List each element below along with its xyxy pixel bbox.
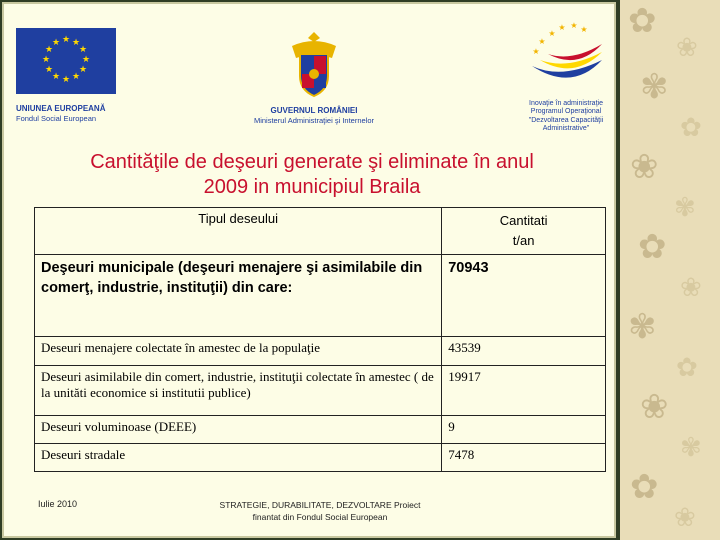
flower-icon: ❀ bbox=[680, 272, 702, 302]
row-label: Deseuri asimilabile din comert, industrie, instituţii colectate în amestec ( de la unităti economice si institutii publice) bbox=[35, 366, 442, 416]
table-row bbox=[35, 444, 606, 472]
svg-text:★: ★ bbox=[51, 38, 61, 48]
flower-icon: ✾ bbox=[680, 432, 702, 462]
flower-icon: ❀ bbox=[630, 148, 659, 186]
row-label: Deseuri stradale bbox=[35, 444, 442, 472]
flower-icon: ✿ bbox=[628, 2, 657, 40]
slide bbox=[2, 2, 616, 538]
flower-icon: ✾ bbox=[628, 308, 657, 346]
flower-icon: ❀ bbox=[676, 32, 698, 62]
swoosh-stars-icon bbox=[522, 22, 610, 94]
eu-stars-icon bbox=[16, 28, 116, 94]
footer-project-line1: STRATEGIE, DURABILITATE, DEZVOLTARE Proiect bbox=[219, 500, 421, 510]
table-row bbox=[35, 255, 606, 337]
row-value: 19917 bbox=[442, 366, 606, 416]
flower-icon: ❀ bbox=[674, 502, 696, 532]
svg-text:★: ★ bbox=[51, 72, 61, 82]
header-quantity-line1: Cantitati bbox=[499, 213, 548, 228]
ipo-caption-line: Inovaţie în administraţie bbox=[529, 100, 603, 107]
svg-text:★: ★ bbox=[580, 25, 588, 34]
row-value: 9 bbox=[442, 416, 606, 444]
row-label: Deşeuri municipale (deşeuri menajere şi asimilabile din comerţ, industrie, instituţii) din care: bbox=[35, 255, 442, 337]
romanian-coat-of-arms-logo bbox=[286, 28, 342, 100]
footer-project-line2: finantat din Fondul Social European bbox=[252, 512, 388, 522]
svg-text:★: ★ bbox=[71, 38, 81, 48]
svg-text:★: ★ bbox=[61, 75, 71, 85]
eu-flag-logo bbox=[16, 28, 116, 94]
row-value: 70943 bbox=[442, 255, 606, 337]
svg-text:★: ★ bbox=[44, 45, 54, 55]
table-row bbox=[35, 337, 606, 366]
header-quantity-line2: t/an bbox=[512, 233, 535, 248]
svg-text:★: ★ bbox=[71, 72, 81, 82]
svg-text:★: ★ bbox=[78, 45, 88, 55]
flower-icon: ✾ bbox=[674, 192, 696, 222]
eu-logo-subtitle: Fondul Social European bbox=[16, 114, 97, 123]
coat-of-arms-icon bbox=[286, 28, 342, 100]
flower-icon: ❀ bbox=[640, 388, 669, 426]
row-label: Deseuri menajere colectate în amestec de la populaţie bbox=[35, 337, 442, 366]
ipo-caption-line: Programul Operaţional bbox=[530, 108, 602, 116]
footer-project bbox=[190, 499, 450, 523]
table-row bbox=[35, 366, 606, 416]
program-operational-caption bbox=[518, 100, 614, 134]
svg-text:★: ★ bbox=[558, 23, 566, 32]
waste-table bbox=[34, 207, 606, 472]
header-waste-type-label: Tipul deseului bbox=[198, 211, 278, 226]
ipo-caption-line: Administrative" bbox=[542, 125, 590, 133]
table-row bbox=[35, 416, 606, 444]
program-operational-logo bbox=[522, 22, 610, 94]
svg-text:★: ★ bbox=[532, 47, 540, 56]
row-value: 43539 bbox=[442, 337, 606, 366]
svg-text:★: ★ bbox=[538, 37, 546, 46]
flower-icon: ✾ bbox=[640, 68, 669, 106]
svg-text:★: ★ bbox=[61, 35, 71, 45]
table-header-row bbox=[35, 208, 606, 255]
row-label: Deseuri voluminoase (DEEE) bbox=[35, 416, 442, 444]
slide-title bbox=[14, 150, 610, 200]
svg-text:★: ★ bbox=[78, 65, 88, 75]
gov-logo-subtitle: Ministerul Administraţiei şi Internelor bbox=[253, 116, 375, 125]
row-value: 7478 bbox=[442, 444, 606, 472]
svg-text:★: ★ bbox=[44, 65, 54, 75]
title-line-1: Cantităţile de deşeuri generate şi eliminate în anul bbox=[90, 151, 534, 173]
flower-icon: ✿ bbox=[680, 112, 702, 142]
svg-text:★: ★ bbox=[41, 55, 51, 65]
svg-text:★: ★ bbox=[81, 55, 91, 65]
flower-icon: ✿ bbox=[638, 228, 667, 266]
eu-logo-title: UNIUNEA EUROPEANĂ bbox=[16, 104, 106, 113]
title-line-2: 2009 in municipiul Braila bbox=[203, 176, 421, 198]
decorative-border bbox=[620, 0, 720, 540]
footer-date: Iulie 2010 bbox=[38, 499, 78, 509]
flower-icon: ✿ bbox=[676, 352, 698, 382]
gov-logo-title: GUVERNUL ROMÂNIEI bbox=[270, 106, 358, 115]
header-quantity bbox=[442, 208, 606, 255]
svg-text:★: ★ bbox=[548, 29, 556, 38]
header-waste-type bbox=[35, 208, 442, 255]
flower-icon: ✿ bbox=[630, 468, 659, 506]
ipo-caption-line: "Dezvoltarea Capacităţii bbox=[528, 116, 604, 124]
svg-text:★: ★ bbox=[570, 22, 578, 30]
